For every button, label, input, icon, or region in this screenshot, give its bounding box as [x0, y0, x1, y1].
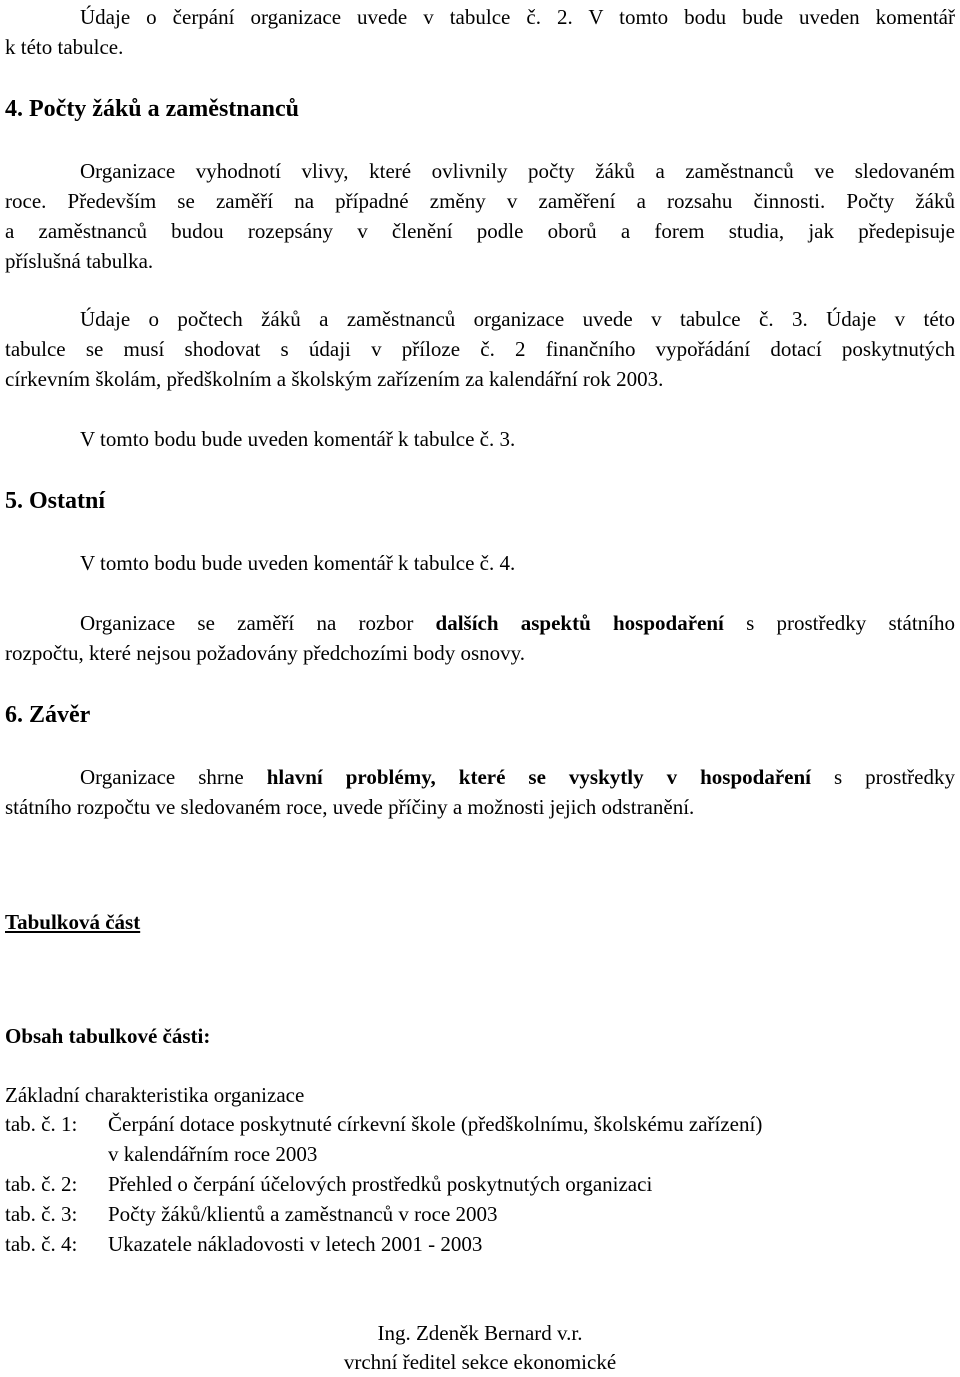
section6-para1-post: s prostředky: [810, 765, 955, 789]
section5-para2-bold: dalších aspektů hospodaření: [435, 611, 724, 635]
section5-heading: 5. Ostatní: [5, 488, 106, 514]
section5-para2-line1: [80, 608, 955, 638]
section3-line2: k této tabulce.: [5, 35, 124, 59]
section4-para3: V tomto bodu bude uveden komentář k tabulce č. 3.: [80, 427, 516, 451]
toc-item-3-text: Počty žáků/klientů a zaměstnanců v roce 2003: [108, 1202, 498, 1226]
section4-para1-line1: Organizace vyhodnotí vlivy, které ovlivnily počty žáků a zaměstnanců ve sledovaném: [80, 159, 955, 183]
toc-item-4-text: Ukazatele nákladovosti v letech 2001 - 2003: [108, 1232, 483, 1256]
toc-item-2-num: tab. č. 2:: [5, 1172, 78, 1196]
toc-item-1-text: Čerpání dotace poskytnuté církevní škole (předškolnímu, školskému zařízení): [108, 1112, 763, 1136]
section4-para2-line3: církevním školám, předškolním a školským zařízením za kalendářní rok 2003.: [5, 367, 664, 391]
signature-name: Ing. Zdeněk Bernard v.r.: [377, 1321, 583, 1345]
section4-para1-line4: příslušná tabulka.: [5, 249, 154, 273]
section4-para2-line1: Údaje o počtech žáků a zaměstnanců organizace uvede v tabulce č. 3. Údaje v této: [80, 307, 955, 331]
toc-item-2-text: Přehled o čerpání účelových prostředků poskytnutých organizaci: [108, 1172, 653, 1196]
tabular-heading: Tabulková část: [5, 910, 141, 934]
section5-para2-line2: rozpočtu, které nejsou požadovány předchozími body osnovy.: [5, 641, 525, 665]
section6-para1-pre: Organizace shrne: [80, 765, 267, 789]
section4-para1-line3: a zaměstnanců budou rozepsány v členění podle oborů a forem studia, jak předepisuje: [5, 219, 955, 243]
section6-para1-line1: [80, 762, 955, 792]
section5-para2-pre: Organizace se zaměří na rozbor: [80, 611, 436, 635]
section6-para1-line2: státního rozpočtu ve sledovaném roce, uvede příčiny a možnosti jejich odstranění.: [5, 795, 695, 819]
section6-heading: 6. Závěr: [5, 702, 91, 728]
toc-item-1-num: tab. č. 1:: [5, 1112, 78, 1136]
toc-item-4: [5, 1229, 482, 1259]
toc-item-1: [5, 1109, 762, 1139]
contents-intro: Základní charakteristika organizace: [5, 1083, 305, 1107]
toc-item-4-num: tab. č. 4:: [5, 1232, 78, 1256]
section3-line1: Údaje o čerpání organizace uvede v tabulce č. 2. V tomto bodu bude uveden komentář: [80, 5, 955, 29]
toc-item-2: [5, 1169, 652, 1199]
contents-heading: Obsah tabulkové části:: [5, 1024, 211, 1048]
section4-heading: 4. Počty žáků a zaměstnanců: [5, 96, 299, 122]
section4-para2-line2: tabulce se musí shodovat s údaji v příloze č. 2 finančního vypořádání dotací poskytnutých: [5, 337, 955, 361]
section6-para1-bold: hlavní problémy, které se vyskytly v hospodaření: [266, 765, 811, 789]
section5-para2-post: s prostředky státního: [723, 611, 955, 635]
toc-item-3: [5, 1199, 498, 1229]
toc-item-3-num: tab. č. 3:: [5, 1202, 78, 1226]
toc-item-1-continuation: v kalendářním roce 2003: [108, 1142, 318, 1166]
signature-title: vrchní ředitel sekce ekonomické: [343, 1350, 617, 1374]
section5-para1: V tomto bodu bude uveden komentář k tabulce č. 4.: [80, 551, 516, 575]
section4-para1-line2: roce. Především se zaměří na případné změny v zaměření a rozsahu činnosti. Počty žáků: [5, 189, 955, 213]
